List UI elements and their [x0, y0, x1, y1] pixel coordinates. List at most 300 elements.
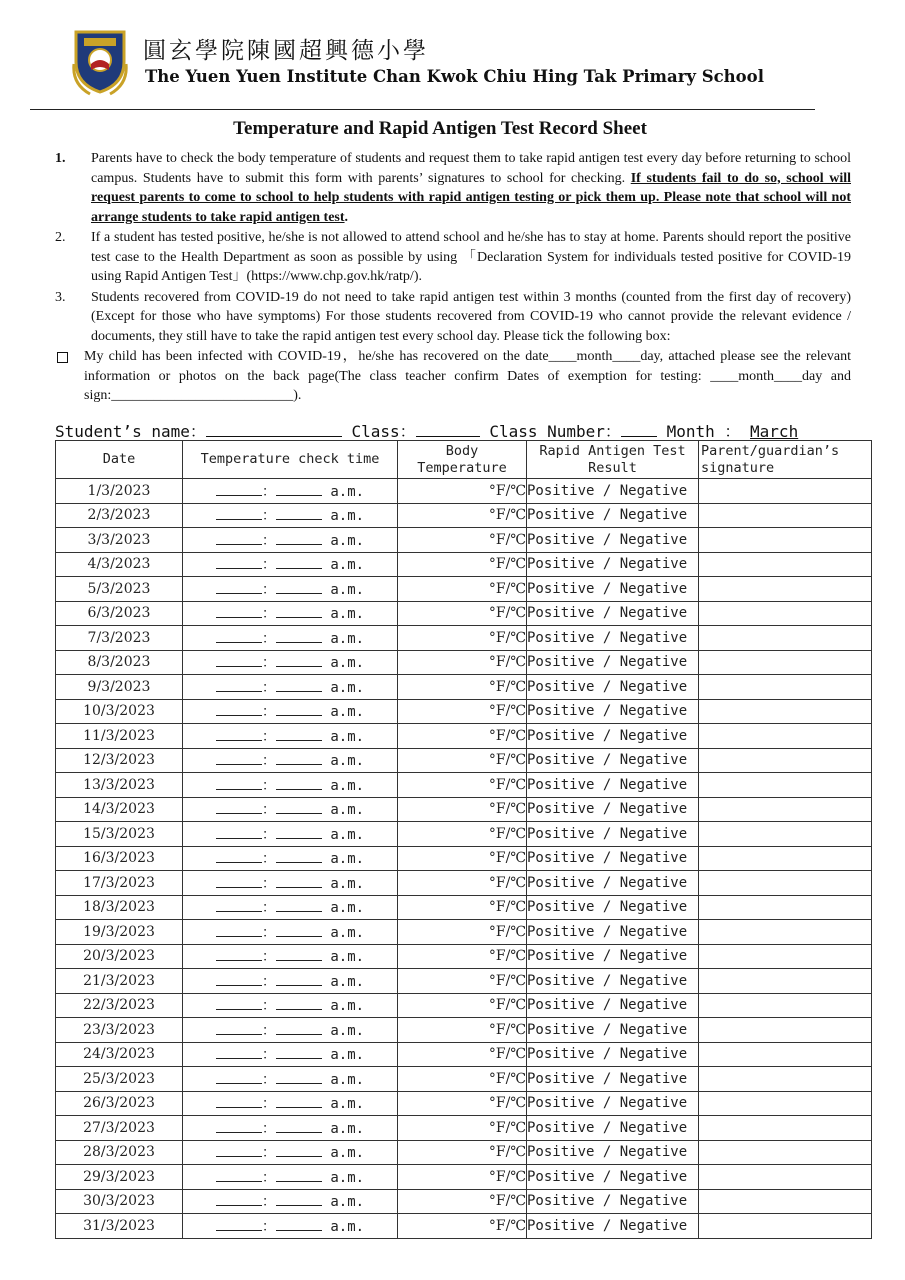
minute-blank[interactable] — [276, 1194, 322, 1206]
temperature-cell[interactable] — [398, 748, 527, 773]
time-cell[interactable] — [183, 773, 398, 798]
header-divider — [30, 109, 815, 110]
time-cell[interactable] — [183, 1091, 398, 1116]
result-cell[interactable] — [527, 626, 699, 651]
temperature-unit: °F/℃ — [488, 1095, 526, 1112]
hour-blank[interactable] — [216, 533, 262, 545]
signature-cell[interactable] — [699, 993, 872, 1018]
time-suffix: a.m. — [330, 606, 365, 623]
signature-cell[interactable] — [699, 944, 872, 969]
result-options: Positive / Negative — [527, 654, 688, 671]
hour-blank[interactable] — [216, 1170, 262, 1182]
temperature-cell[interactable] — [398, 1140, 527, 1165]
signature-cell[interactable] — [699, 577, 872, 602]
time-cell[interactable] — [183, 479, 398, 504]
temperature-cell[interactable] — [398, 822, 527, 847]
time-cell[interactable] — [183, 1140, 398, 1165]
temperature-unit: °F/℃ — [488, 605, 526, 622]
time-cell[interactable] — [183, 797, 398, 822]
signature-cell[interactable] — [699, 699, 872, 724]
date-cell: 19/3/2023 — [56, 920, 183, 945]
time-separator: ： — [261, 483, 276, 500]
time-cell[interactable] — [183, 503, 398, 528]
temperature-unit: °F/℃ — [488, 629, 526, 646]
temperature-cell[interactable] — [398, 1067, 527, 1092]
minute-blank[interactable] — [276, 729, 322, 741]
minute-blank[interactable] — [276, 557, 322, 569]
result-cell[interactable] — [527, 1018, 699, 1043]
signature-cell[interactable] — [699, 552, 872, 577]
time-cell[interactable] — [183, 1067, 398, 1092]
date-cell: 20/3/2023 — [56, 944, 183, 969]
minute-blank[interactable] — [276, 753, 322, 765]
result-cell[interactable] — [527, 1165, 699, 1190]
time-cell[interactable] — [183, 552, 398, 577]
result-options: Positive / Negative — [527, 1021, 688, 1038]
temperature-cell[interactable] — [398, 479, 527, 504]
result-cell[interactable] — [527, 724, 699, 749]
hour-blank[interactable] — [216, 557, 262, 569]
result-cell[interactable] — [527, 650, 699, 675]
signature-cell[interactable] — [699, 748, 872, 773]
date-cell: 26/3/2023 — [56, 1091, 183, 1116]
result-cell[interactable] — [527, 846, 699, 871]
temperature-cell[interactable] — [398, 773, 527, 798]
table-row — [56, 675, 872, 700]
time-suffix: a.m. — [330, 655, 365, 672]
minute-blank[interactable] — [276, 606, 322, 618]
hour-blank[interactable] — [216, 729, 262, 741]
signature-cell[interactable] — [699, 1042, 872, 1067]
signature-cell[interactable] — [699, 846, 872, 871]
time-cell[interactable] — [183, 1042, 398, 1067]
record-table — [55, 440, 872, 1239]
signature-cell[interactable] — [699, 1214, 872, 1239]
date-cell: 16/3/2023 — [56, 846, 183, 871]
date-cell: 9/3/2023 — [56, 675, 183, 700]
time-cell[interactable] — [183, 675, 398, 700]
time-suffix: a.m. — [330, 1071, 365, 1088]
temperature-cell[interactable] — [398, 503, 527, 528]
signature-cell[interactable] — [699, 675, 872, 700]
table-row — [56, 650, 872, 675]
time-suffix: a.m. — [330, 679, 365, 696]
minute-blank[interactable] — [276, 900, 322, 912]
minute-blank[interactable] — [276, 631, 322, 643]
hour-blank[interactable] — [216, 1047, 262, 1059]
date-cell: 24/3/2023 — [56, 1042, 183, 1067]
result-options: Positive / Negative — [527, 556, 688, 573]
temperature-cell[interactable] — [398, 1042, 527, 1067]
minute-blank[interactable] — [276, 949, 322, 961]
time-separator: ： — [261, 508, 276, 525]
signature-cell[interactable] — [699, 797, 872, 822]
temperature-cell[interactable] — [398, 1165, 527, 1190]
temperature-unit: °F/℃ — [488, 752, 526, 769]
time-separator: ： — [261, 1096, 276, 1113]
table-row — [56, 1067, 872, 1092]
time-separator: ： — [261, 973, 276, 990]
time-suffix: a.m. — [330, 728, 365, 745]
table-row — [56, 797, 872, 822]
temperature-unit: °F/℃ — [488, 825, 526, 842]
time-cell[interactable] — [183, 1214, 398, 1239]
result-cell[interactable] — [527, 479, 699, 504]
student-info-line — [55, 419, 875, 442]
temperature-cell[interactable] — [398, 626, 527, 651]
header-time: Temperature check time — [183, 441, 398, 479]
time-cell[interactable] — [183, 1189, 398, 1214]
temperature-cell[interactable] — [398, 920, 527, 945]
minute-blank[interactable] — [276, 925, 322, 937]
time-separator: ： — [261, 704, 276, 721]
result-cell[interactable] — [527, 797, 699, 822]
minute-blank[interactable] — [276, 508, 322, 520]
instructions — [55, 149, 851, 406]
time-cell[interactable] — [183, 871, 398, 896]
student-name-field[interactable] — [206, 422, 342, 437]
date-cell: 1/3/2023 — [56, 479, 183, 504]
hour-blank[interactable] — [216, 1096, 262, 1108]
time-cell[interactable] — [183, 920, 398, 945]
instruction-number: 3. — [55, 289, 66, 305]
temperature-cell[interactable] — [398, 1018, 527, 1043]
temperature-cell[interactable] — [398, 895, 527, 920]
date-cell: 28/3/2023 — [56, 1140, 183, 1165]
time-cell[interactable] — [183, 601, 398, 626]
minute-blank[interactable] — [276, 802, 322, 814]
temperature-cell[interactable] — [398, 577, 527, 602]
signature-cell[interactable] — [699, 724, 872, 749]
signature-cell[interactable] — [699, 1116, 872, 1141]
class-number-field[interactable] — [621, 422, 657, 437]
time-separator: ： — [261, 1022, 276, 1039]
time-suffix: a.m. — [330, 1047, 365, 1064]
time-cell[interactable] — [183, 1116, 398, 1141]
time-suffix: a.m. — [330, 630, 365, 647]
time-cell[interactable] — [183, 1018, 398, 1043]
time-separator: ： — [261, 802, 276, 819]
class-label: Class： — [351, 422, 416, 441]
minute-blank[interactable] — [276, 1047, 322, 1059]
result-options: Positive / Negative — [527, 923, 688, 940]
temperature-unit: °F/℃ — [488, 1119, 526, 1136]
date-cell: 21/3/2023 — [56, 969, 183, 994]
school-name-english: The Yuen Yuen Institute Chan Kwok Chiu Hing Tak Primary School — [145, 67, 764, 86]
result-cell[interactable] — [527, 1116, 699, 1141]
temperature-cell[interactable] — [398, 797, 527, 822]
result-cell[interactable] — [527, 944, 699, 969]
result-cell[interactable] — [527, 503, 699, 528]
hour-blank[interactable] — [216, 680, 262, 692]
hour-blank[interactable] — [216, 974, 262, 986]
table-row — [56, 871, 872, 896]
minute-blank[interactable] — [276, 974, 322, 986]
time-cell[interactable] — [183, 993, 398, 1018]
result-cell[interactable] — [527, 920, 699, 945]
signature-cell[interactable] — [699, 601, 872, 626]
table-row — [56, 1018, 872, 1043]
temperature-cell[interactable] — [398, 1214, 527, 1239]
signature-cell[interactable] — [699, 773, 872, 798]
result-options: Positive / Negative — [527, 1168, 688, 1185]
hour-blank[interactable] — [216, 484, 262, 496]
temperature-cell[interactable] — [398, 552, 527, 577]
temperature-cell[interactable] — [398, 1091, 527, 1116]
hour-blank[interactable] — [216, 1219, 262, 1231]
temperature-unit: °F/℃ — [488, 1046, 526, 1063]
time-cell[interactable] — [183, 822, 398, 847]
temperature-cell[interactable] — [398, 699, 527, 724]
time-suffix: a.m. — [330, 875, 365, 892]
time-cell[interactable] — [183, 1165, 398, 1190]
result-options: Positive / Negative — [527, 1217, 688, 1234]
temperature-cell[interactable] — [398, 724, 527, 749]
temperature-cell[interactable] — [398, 528, 527, 553]
minute-blank[interactable] — [276, 1145, 322, 1157]
minute-blank[interactable] — [276, 680, 322, 692]
time-suffix: a.m. — [330, 1120, 365, 1137]
temperature-cell[interactable] — [398, 601, 527, 626]
date-cell: 18/3/2023 — [56, 895, 183, 920]
time-separator: ： — [261, 581, 276, 598]
result-options: Positive / Negative — [527, 801, 688, 818]
time-separator: ： — [261, 1047, 276, 1064]
temperature-cell[interactable] — [398, 846, 527, 871]
hour-blank[interactable] — [216, 704, 262, 716]
minute-blank[interactable] — [276, 851, 322, 863]
temperature-cell[interactable] — [398, 993, 527, 1018]
signature-cell[interactable] — [699, 1091, 872, 1116]
table-row — [56, 773, 872, 798]
time-separator: ： — [261, 1145, 276, 1162]
time-separator: ： — [261, 1218, 276, 1235]
hour-blank[interactable] — [216, 1121, 262, 1133]
signature-cell[interactable] — [699, 895, 872, 920]
minute-blank[interactable] — [276, 484, 322, 496]
temperature-cell[interactable] — [398, 871, 527, 896]
signature-cell[interactable] — [699, 626, 872, 651]
time-suffix: a.m. — [330, 557, 365, 574]
signature-cell[interactable] — [699, 650, 872, 675]
minute-blank[interactable] — [276, 533, 322, 545]
time-separator: ： — [261, 777, 276, 794]
time-separator: ： — [261, 1120, 276, 1137]
result-cell[interactable] — [527, 699, 699, 724]
hour-blank[interactable] — [216, 998, 262, 1010]
hour-blank[interactable] — [216, 1194, 262, 1206]
time-separator: ： — [261, 630, 276, 647]
result-cell[interactable] — [527, 748, 699, 773]
hour-blank[interactable] — [216, 778, 262, 790]
hour-blank[interactable] — [216, 655, 262, 667]
table-row — [56, 1165, 872, 1190]
signature-cell[interactable] — [699, 1165, 872, 1190]
result-options: Positive / Negative — [527, 825, 688, 842]
time-cell[interactable] — [183, 944, 398, 969]
header-signature: Parent/guardian’s signature — [699, 441, 872, 479]
temperature-cell[interactable] — [398, 944, 527, 969]
time-separator: ： — [261, 1194, 276, 1211]
result-options: Positive / Negative — [527, 580, 688, 597]
hour-blank[interactable] — [216, 1072, 262, 1084]
time-cell[interactable] — [183, 724, 398, 749]
signature-cell[interactable] — [699, 503, 872, 528]
time-cell[interactable] — [183, 748, 398, 773]
recovery-checkbox[interactable] — [57, 352, 68, 363]
table-row — [56, 969, 872, 994]
result-options: Positive / Negative — [527, 1046, 688, 1063]
minute-blank[interactable] — [276, 1023, 322, 1035]
result-cell[interactable] — [527, 675, 699, 700]
hour-blank[interactable] — [216, 753, 262, 765]
minute-blank[interactable] — [276, 1219, 322, 1231]
school-name-chinese: 圓玄學院陳國超興德小學 — [143, 38, 429, 64]
time-suffix: a.m. — [330, 826, 365, 843]
hour-blank[interactable] — [216, 949, 262, 961]
signature-cell[interactable] — [699, 969, 872, 994]
hour-blank[interactable] — [216, 876, 262, 888]
minute-blank[interactable] — [276, 998, 322, 1010]
student-name-label: Student’s name： — [55, 422, 206, 441]
hour-blank[interactable] — [216, 802, 262, 814]
minute-blank[interactable] — [276, 1096, 322, 1108]
minute-blank[interactable] — [276, 1072, 322, 1084]
date-cell: 31/3/2023 — [56, 1214, 183, 1239]
signature-cell[interactable] — [699, 1018, 872, 1043]
month-value: March — [750, 422, 799, 441]
temperature-cell[interactable] — [398, 650, 527, 675]
result-cell[interactable] — [527, 871, 699, 896]
minute-blank[interactable] — [276, 582, 322, 594]
instruction-item-3 — [55, 288, 851, 347]
result-options: Positive / Negative — [527, 703, 688, 720]
result-options: Positive / Negative — [527, 997, 688, 1014]
date-cell: 4/3/2023 — [56, 552, 183, 577]
recovery-declaration — [55, 347, 851, 406]
time-cell[interactable] — [183, 528, 398, 553]
hour-blank[interactable] — [216, 827, 262, 839]
result-cell[interactable] — [527, 822, 699, 847]
time-cell[interactable] — [183, 626, 398, 651]
minute-blank[interactable] — [276, 876, 322, 888]
table-row — [56, 846, 872, 871]
temperature-cell[interactable] — [398, 1189, 527, 1214]
signature-cell[interactable] — [699, 1067, 872, 1092]
time-cell[interactable] — [183, 846, 398, 871]
time-cell[interactable] — [183, 699, 398, 724]
hour-blank[interactable] — [216, 508, 262, 520]
result-cell[interactable] — [527, 1140, 699, 1165]
result-options: Positive / Negative — [527, 678, 688, 695]
hour-blank[interactable] — [216, 582, 262, 594]
temperature-unit: °F/℃ — [488, 776, 526, 793]
time-suffix: a.m. — [330, 753, 365, 770]
date-cell: 8/3/2023 — [56, 650, 183, 675]
table-row — [56, 822, 872, 847]
signature-cell[interactable] — [699, 822, 872, 847]
result-cell[interactable] — [527, 1214, 699, 1239]
minute-blank[interactable] — [276, 704, 322, 716]
result-options: Positive / Negative — [527, 531, 688, 548]
result-cell[interactable] — [527, 895, 699, 920]
temperature-unit: °F/℃ — [488, 654, 526, 671]
result-cell[interactable] — [527, 552, 699, 577]
temperature-cell[interactable] — [398, 969, 527, 994]
result-options: Positive / Negative — [527, 776, 688, 793]
recovery-declaration-text: My child has been infected with COVID-19，he/she has recovered on the date____month____day, attached please see the relevant information or photos on the back page(The class teacher confirm Dates of exemption for testing: ____month____day and sign:__________________________). — [84, 349, 851, 403]
hour-blank[interactable] — [216, 900, 262, 912]
temperature-cell[interactable] — [398, 675, 527, 700]
temperature-unit: °F/℃ — [488, 801, 526, 818]
result-cell[interactable] — [527, 969, 699, 994]
temperature-unit: °F/℃ — [488, 1217, 526, 1234]
date-cell: 14/3/2023 — [56, 797, 183, 822]
time-cell[interactable] — [183, 895, 398, 920]
result-options: Positive / Negative — [527, 1070, 688, 1087]
result-options: Positive / Negative — [527, 899, 688, 916]
minute-blank[interactable] — [276, 778, 322, 790]
signature-cell[interactable] — [699, 1189, 872, 1214]
hour-blank[interactable] — [216, 1023, 262, 1035]
time-cell[interactable] — [183, 650, 398, 675]
temperature-cell[interactable] — [398, 1116, 527, 1141]
minute-blank[interactable] — [276, 1170, 322, 1182]
temperature-unit: °F/℃ — [488, 1070, 526, 1087]
hour-blank[interactable] — [216, 925, 262, 937]
date-cell: 23/3/2023 — [56, 1018, 183, 1043]
signature-cell[interactable] — [699, 479, 872, 504]
signature-cell[interactable] — [699, 871, 872, 896]
date-cell: 25/3/2023 — [56, 1067, 183, 1092]
minute-blank[interactable] — [276, 655, 322, 667]
time-cell[interactable] — [183, 577, 398, 602]
school-crest-icon — [70, 24, 130, 96]
table-row — [56, 1214, 872, 1239]
time-separator: ： — [261, 851, 276, 868]
result-cell[interactable] — [527, 773, 699, 798]
result-cell[interactable] — [527, 577, 699, 602]
result-cell[interactable] — [527, 993, 699, 1018]
temperature-unit: °F/℃ — [488, 850, 526, 867]
hour-blank[interactable] — [216, 631, 262, 643]
result-cell[interactable] — [527, 1067, 699, 1092]
minute-blank[interactable] — [276, 827, 322, 839]
header-result: Rapid Antigen Test Result — [527, 441, 699, 479]
result-cell[interactable] — [527, 1091, 699, 1116]
temperature-unit: °F/℃ — [488, 997, 526, 1014]
hour-blank[interactable] — [216, 851, 262, 863]
result-cell[interactable] — [527, 601, 699, 626]
hour-blank[interactable] — [216, 606, 262, 618]
result-options: Positive / Negative — [527, 1193, 688, 1210]
signature-cell[interactable] — [699, 1140, 872, 1165]
result-cell[interactable] — [527, 1189, 699, 1214]
result-options: Positive / Negative — [527, 948, 688, 965]
signature-cell[interactable] — [699, 920, 872, 945]
result-cell[interactable] — [527, 1042, 699, 1067]
hour-blank[interactable] — [216, 1145, 262, 1157]
temperature-unit: °F/℃ — [488, 531, 526, 548]
table-row — [56, 1140, 872, 1165]
signature-cell[interactable] — [699, 528, 872, 553]
minute-blank[interactable] — [276, 1121, 322, 1133]
class-field[interactable] — [416, 422, 480, 437]
date-cell: 5/3/2023 — [56, 577, 183, 602]
time-cell[interactable] — [183, 969, 398, 994]
time-suffix: a.m. — [330, 483, 365, 500]
result-cell[interactable] — [527, 528, 699, 553]
